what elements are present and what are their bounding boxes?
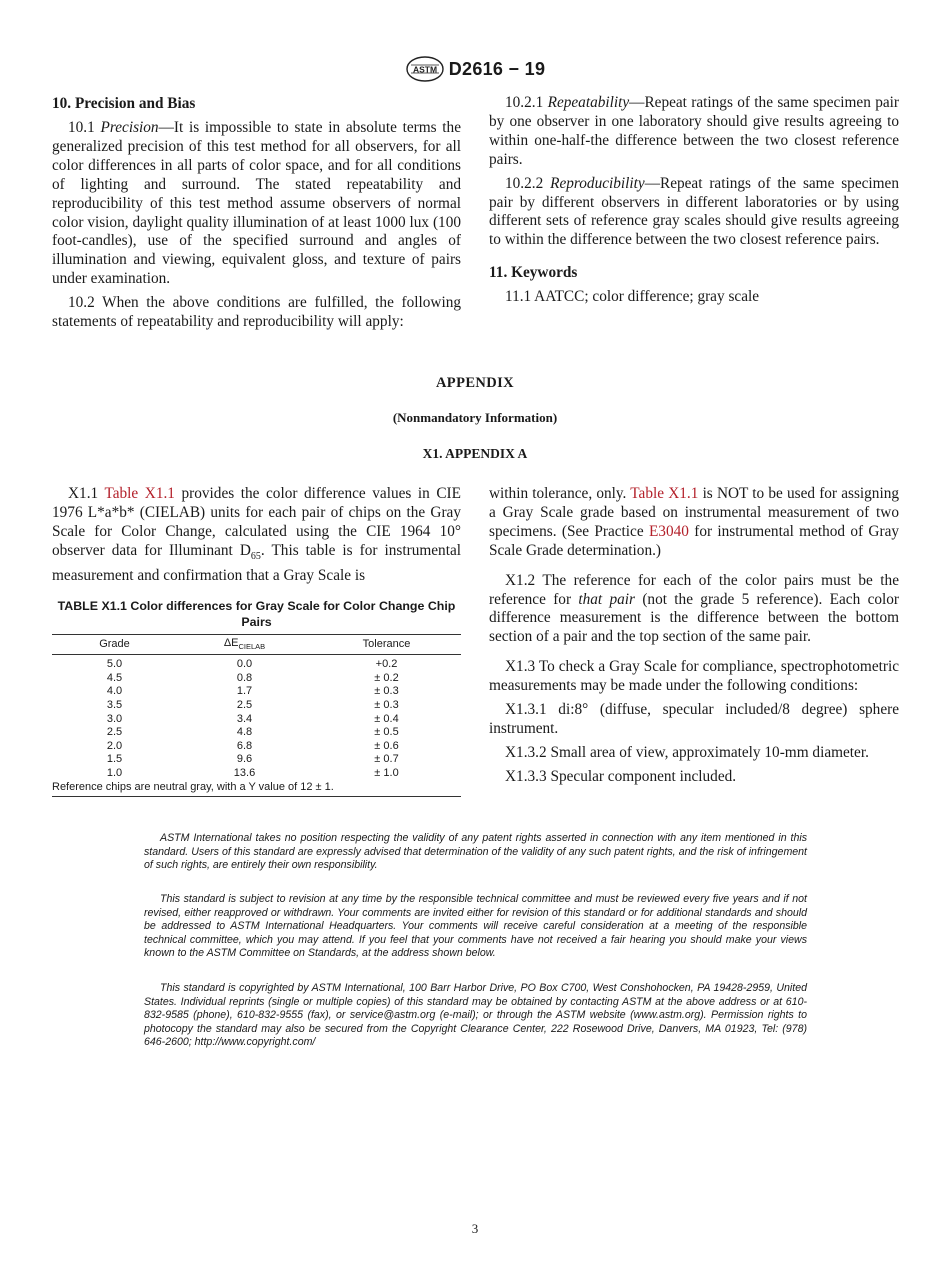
table-row: 1.0 13.6 ± 1.0 [106,766,399,779]
paragraph-x1-3-3: X1.3.3 Specular component included. [505,767,737,785]
page-header [0,56,950,82]
appendix-title: APPENDIX [435,375,515,391]
paragraph-10-1: 10.1 Precision—It is impossible to state in absolute terms the generalized precision of this test method for all observers, for all color differences in all parts of color space, and for all conditions of lighting and surround. The stated repeatability and reproducibility of this test method assume observers of normal color vision, daylight quality illumination of at least 1000 lux (100 foot-candles), use of the specified surround and angles of illumination and viewing, equivalent gloss, and texture of pairs under examination. [52,119,461,288]
section-11-heading: 11. Keywords [489,264,578,282]
table-x1-1-link[interactable]: Table X1.1 [104,485,175,502]
paragraph-11-1: 11.1 AATCC; color difference; gray scale [505,288,760,306]
appendix-right-column [489,485,899,787]
section-10-heading: 10. Precision and Bias [52,95,196,112]
paragraph-x1-3-1: X1.3.1 di:8° (diffuse, specular included/8 degree) sphere instrument. [489,701,899,737]
column-header-tolerance: Tolerance [312,635,461,655]
table-row: 3.5 2.5 ± 0.3 [106,698,399,711]
appendix-left-column [52,485,461,586]
paragraph-x1-1: X1.1 Table X1.1 provides the color difference values in CIE 1976 L*a*b* (CIELAB) units for each pair of chips on the Gray Scale for Color Change, calculated using the CIE 1964 10° observer data for Illuminant $D_{65}$. This table is for instrumental measurement and confirmation that a Gray Scale is [52,485,461,584]
appendix-x1-heading: X1. APPENDIX A [422,446,528,461]
left-column-top [52,94,461,332]
column-header-grade: Grade [52,635,177,655]
table-row: 4.0 1.7 ± 0.3 [106,685,399,698]
table-row: 4.5 0.8 ± 0.2 [106,671,399,684]
table-row: 3.0 3.4 ± 0.4 [106,712,399,725]
paragraph-10-2: 10.2 When the above conditions are fulfilled, the following statements of repeatability and reproducibility will apply: [52,294,461,331]
e3040-link[interactable]: E3040 [648,522,689,540]
document-designation: D2616 − 19 [448,58,546,79]
paragraph-10-2-2: 10.2.2 Reproducibility—Repeat ratings of the same specimen pair by different observers in different laboratories or by using different sets of reference gray scales should give results agreeing to within the difference between the two closest reference pairs. [489,174,899,249]
color-difference-table [52,634,461,797]
column-header-delta-e: $\Delta E_{CIELAB}$ [177,635,312,655]
table-row: 1.5 9.6 ± 0.7 [106,753,399,766]
table-header-row [52,635,461,655]
table-note-row [52,781,461,797]
table-title: TABLE X1.1 Color differences for Gray Scale for Color Change Chip Pairs [57,599,456,629]
paragraph-x1-3-2: X1.3.2 Small area of view, approximately 10-mm diameter. [505,743,869,761]
astm-logo-icon [405,56,445,82]
table-row: 2.0 6.8 ± 0.6 [106,739,399,752]
paragraph-x1-3: X1.3 To check a Gray Scale for compliance, spectrophotometric measurements may be made under the following conditions: [489,658,899,695]
revision-notice: This standard is subject to revision at any time by the responsible technical committee and must be reviewed every five years and if not revised, either reapproved or withdrawn. Your comments are invited either for revision of this standard or for additional standards and should be addressed to ASTM International Headquarters. Your comments will receive careful consideration at a meeting of the responsible technical committee, which you may attend. If you feel that your comments have not received a fair hearing you should make your views known to the ASTM Committee on Standards, at the address shown below. [144,893,807,960]
svg-text:ASTM: ASTM [412,64,437,75]
table-row: 5.0 0.0 +0.2 [106,658,398,671]
copyright-notice: This standard is copyrighted by ASTM International, 100 Barr Harbor Drive, PO Box C700, West Conshohocken, PA 19428-2959, United States. Individual reprints (single or multiple copies) of this standard may be obtained by contacting ASTM at the above address or at 610-832-9585 (phone), 610-832-9555 (fax), or service@astm.org (e-mail); or through the ASTM website (www.astm.org). Permission rights to photocopy the standard may also be secured from the Copyright Clearance Center, 222 Rosewood Drive, Danvers, MA 01923, Tel: (978) 646-2600; http://www.copyright.com/ [144,982,807,1049]
paragraph-x1-1-continued: within tolerance, only. Table X1.1 is NOT to be used for assigning a Gray Scale grade based on instrumental measurement of two specimens. (See Practice E3040 for instrumental method of Gray Scale Grade determination.) [489,485,900,559]
page-number: 3 [471,1221,479,1236]
table-x1-1-link[interactable]: Table X1.1 [630,485,699,502]
patent-notice: ASTM International takes no position respecting the validity of any patent rights asserted in connection with any item mentioned in this standard. Users of this standard are expressly advised that determination of the validity of any such patent rights, and the risk of infringement of such rights, are entirely their own responsibility. [144,832,807,872]
table-note: Reference chips are neutral gray, with a Y value of 12 ± 1. [52,781,461,797]
table-row: 2.5 4.8 ± 0.5 [106,726,399,739]
paragraph-10-2-1: 10.2.1 Repeatability—Repeat ratings of the same specimen pair by one observer in one laboratory should give results agreeing to within one-half-the difference between the two closest reference pairs. [489,94,899,168]
right-column-top [489,94,899,307]
paragraph-x1-2: X1.2 The reference for each of the color pairs must be the reference for that pair (not the grade 5 reference). Each color difference measurement is the difference between the bottom section of a pair and the top section of the same pair. [489,571,899,646]
appendix-subtitle: (Nonmandatory Information) [392,410,558,425]
